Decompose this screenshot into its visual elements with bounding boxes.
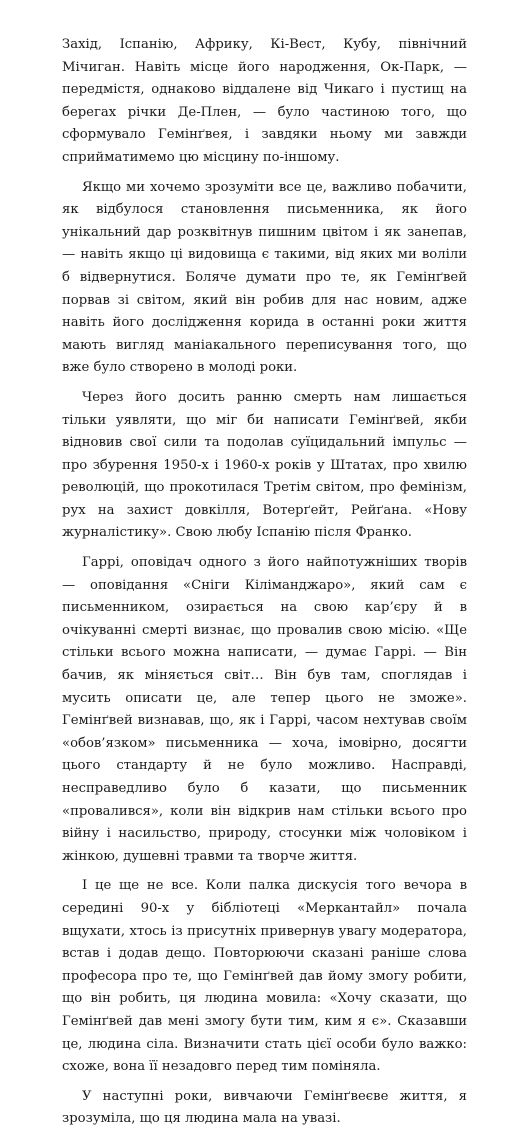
book-page-text <box>62 34 467 1131</box>
paragraph-2: Якщо ми хочемо зрозуміти все це, важливо побачити, як відбулося становлення письменника, як його унікальний дар розквітнув пишним цвітом і як занепав, — навіть якщо ці видовища є такими, від яких ми воліли б відвернутися. Боляче думати про те, як Гемінґвей порвав зі світом, який він робив для нас новим, адже навіть його дослідження корида в останні роки життя мають вигляд маніакального переписування того, що вже було створено в молоді роки. <box>62 179 467 376</box>
paragraph-4: Гаррі, оповідач одного з його найпотужніших творів — оповідання «Сніги Кіліманджаро», який сам є письменником, озирається на свою кар’єру й в очікуванні смерті визнає, що провалив свою місію. «Ще стільки всього можна написати, — думає Гаррі. — Він бачив, як міняється світ… Він був там, споглядав і мусить описати це, але тепер цього не зможе». Гемінґвей визнавав, що, як і Гаррі, часом нехтував своїм «обов’язком» письменника — хоча, імовірно, досягти цього стандарту й не було можливо. Насправді, несправедливо було б казати, що письменник «провалився», коли він відкрив нам стільки всього про війну і насильство, природу, стосунки між чоловіком і жінкою, душевні травми та творче життя. <box>62 555 467 864</box>
paragraph-6: У наступні роки, вивчаючи Гемінґвеєве життя, я зрозуміла, що ця людина мала на увазі. <box>62 1088 467 1127</box>
paragraph-1: Захід, Іспанію, Африку, Кі-Вест, Кубу, північний Мічиган. Навіть місце його народження, Ок-Парк, — передмістя, однаково віддалене від Чикаго і пустищ на берегах річки Де-Плен, — було частиною того, що сформувало Гемінґвея, і завдяки ньому ми завжди сприйматимемо цю місцину по-іншому. <box>62 37 467 165</box>
paragraph-5: І це ще не все. Коли палка дискусія того вечора в середині 90-х у бібліотеці «Меркантайл» почала вщухати, хтось із присутніх привернув увагу модератора, встав і додав дещо. Повторюючи сказані раніше слова професора про те, що Гемінґвей дав йому змогу робити, що він робить, ця людина мовила: «Хочу сказати, що Гемінґвей дав мені змогу бути тим, ким я є». Сказавши це, людина сіла. Визначити стать цієї особи було важко: схоже, вона її незадовго перед тим поміняла. <box>62 878 467 1075</box>
paragraph-3: Через його досить ранню смерть нам лишається тільки уявляти, що міг би написати Гемінґвей, якби відновив свої сили та подолав суїцидальний імпульс — про збурення 1950-х і 1960-х років у Штатах, про хвилю революцій, що прокотилася Третім світом, про фемінізм, рух на захист довкілля, Вотерґейт, Рейґана. «Нову журналістику». Свою любу Іспанію після Франко. <box>62 389 467 541</box>
